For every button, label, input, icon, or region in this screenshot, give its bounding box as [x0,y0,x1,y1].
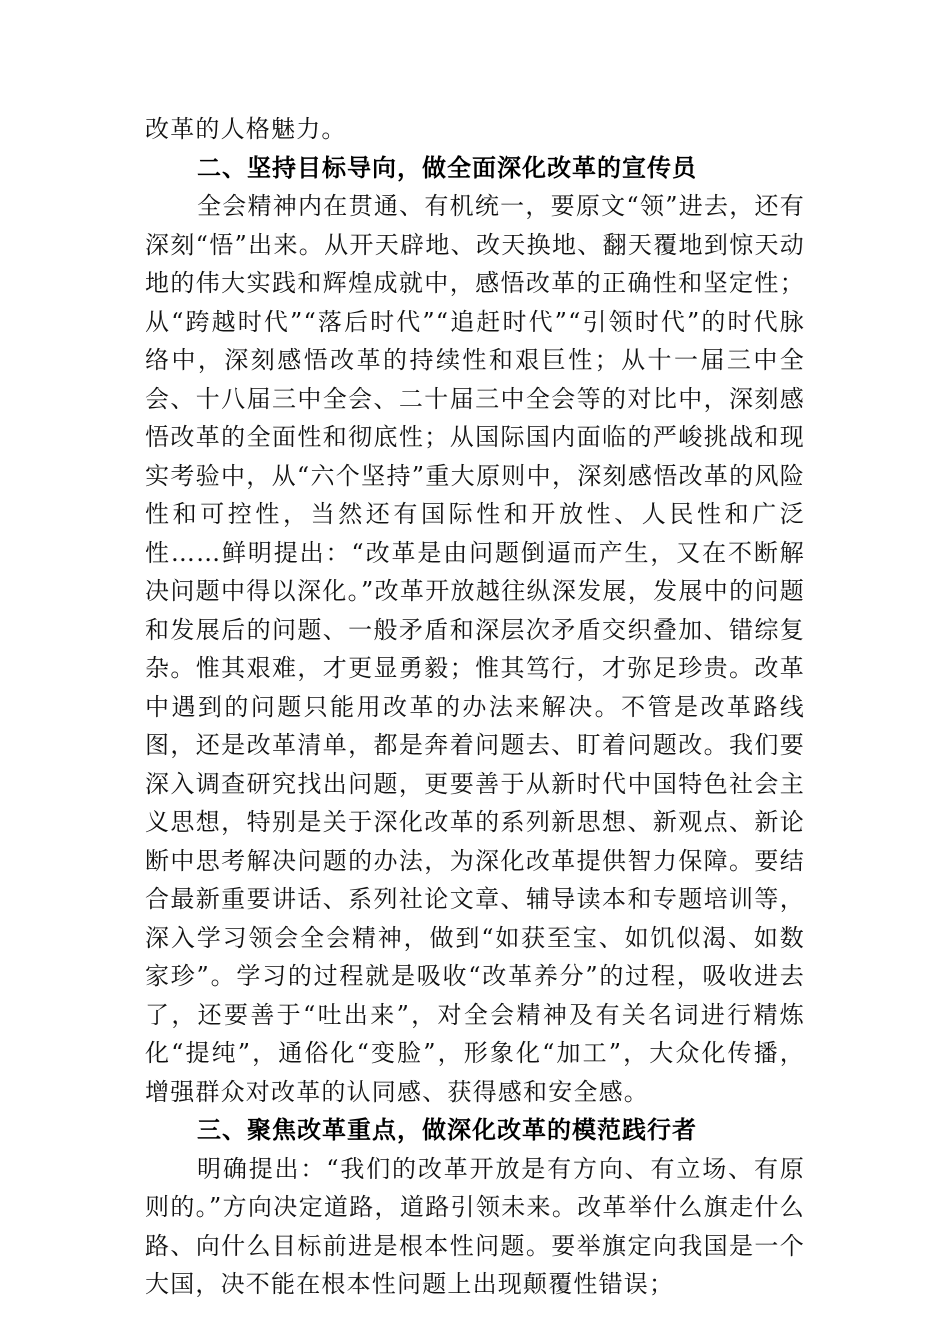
section-heading-3: 三、聚焦改革重点，做深化改革的模范践行者 [197,1116,697,1144]
body-paragraph-2: 全会精神内在贯通、有机统一，要原文“领”进去，还有深刻“悟”出来。从开天辟地、改天换地、翻天覆地到惊天动地的伟大实践和辉煌成就中，感悟改革的正确性和坚定性；从“跨越时代”“落后时代”“追赶时代”“引领时代”的时代脉络中，深刻感悟改革的持续性和艰巨性；从十一届三中全会、十八届三中全会、二十届三中全会等的对比中，深刻感悟改革的全面性和彻底性；从国际国内面临的严峻挑战和现实考验中，从“六个坚持”重大原则中，深刻感悟改革的风险性和可控性，当然还有国际性和开放性、人民性和广泛性……鲜明提出：“改革是由问题倒逼而产生，又在不断解决问题中得以深化。”改革开放越往纵深发展，发展中的问题和发展后的问题、一般矛盾和深层次矛盾交织叠加、错综复杂。惟其艰难，才更显勇毅；惟其笃行，才弥足珍贵。改革中遇到的问题只能用改革的办法来解决。不管是改革路线图，还是改革清单，都是奔着问题去、盯着问题改。我们要深入调查研究找出问题，更要善于从新时代中国特色社会主义思想，特别是关于深化改革的系列新思想、新观点、新论断中思考解决问题的办法，为深化改革提供智力保障。要结合最新重要讲话、系列社论文章、辅导读本和专题培训等，深入学习领会全会精神，做到“如获至宝、如饥似渴、如数家珍”。学习的过程就是吸收“改革养分”的过程，吸收进去了，还要善于“吐出来”，对全会精神及有关名词进行精炼化“提纯”，通俗化“变脸”，形象化“加工”，大众化传播，增强群众对改革的认同感、获得感和安全感。 [145,192,805,1106]
document-body [145,110,805,1304]
body-paragraph-3: 明确提出：“我们的改革开放是有方向、有立场、有原则的。”方向决定道路，道路引领未来。改革举什么旗走什么路、向什么目标前进是根本性问题。要举旗定向我国是一个大国，决不能在根本性问题上出现颠覆性错误； [145,1154,805,1298]
continued-paragraph: 改革的人格魅力。 [145,115,347,143]
section-heading-2: 二、坚持目标导向，做全面深化改革的宣传员 [197,153,697,182]
